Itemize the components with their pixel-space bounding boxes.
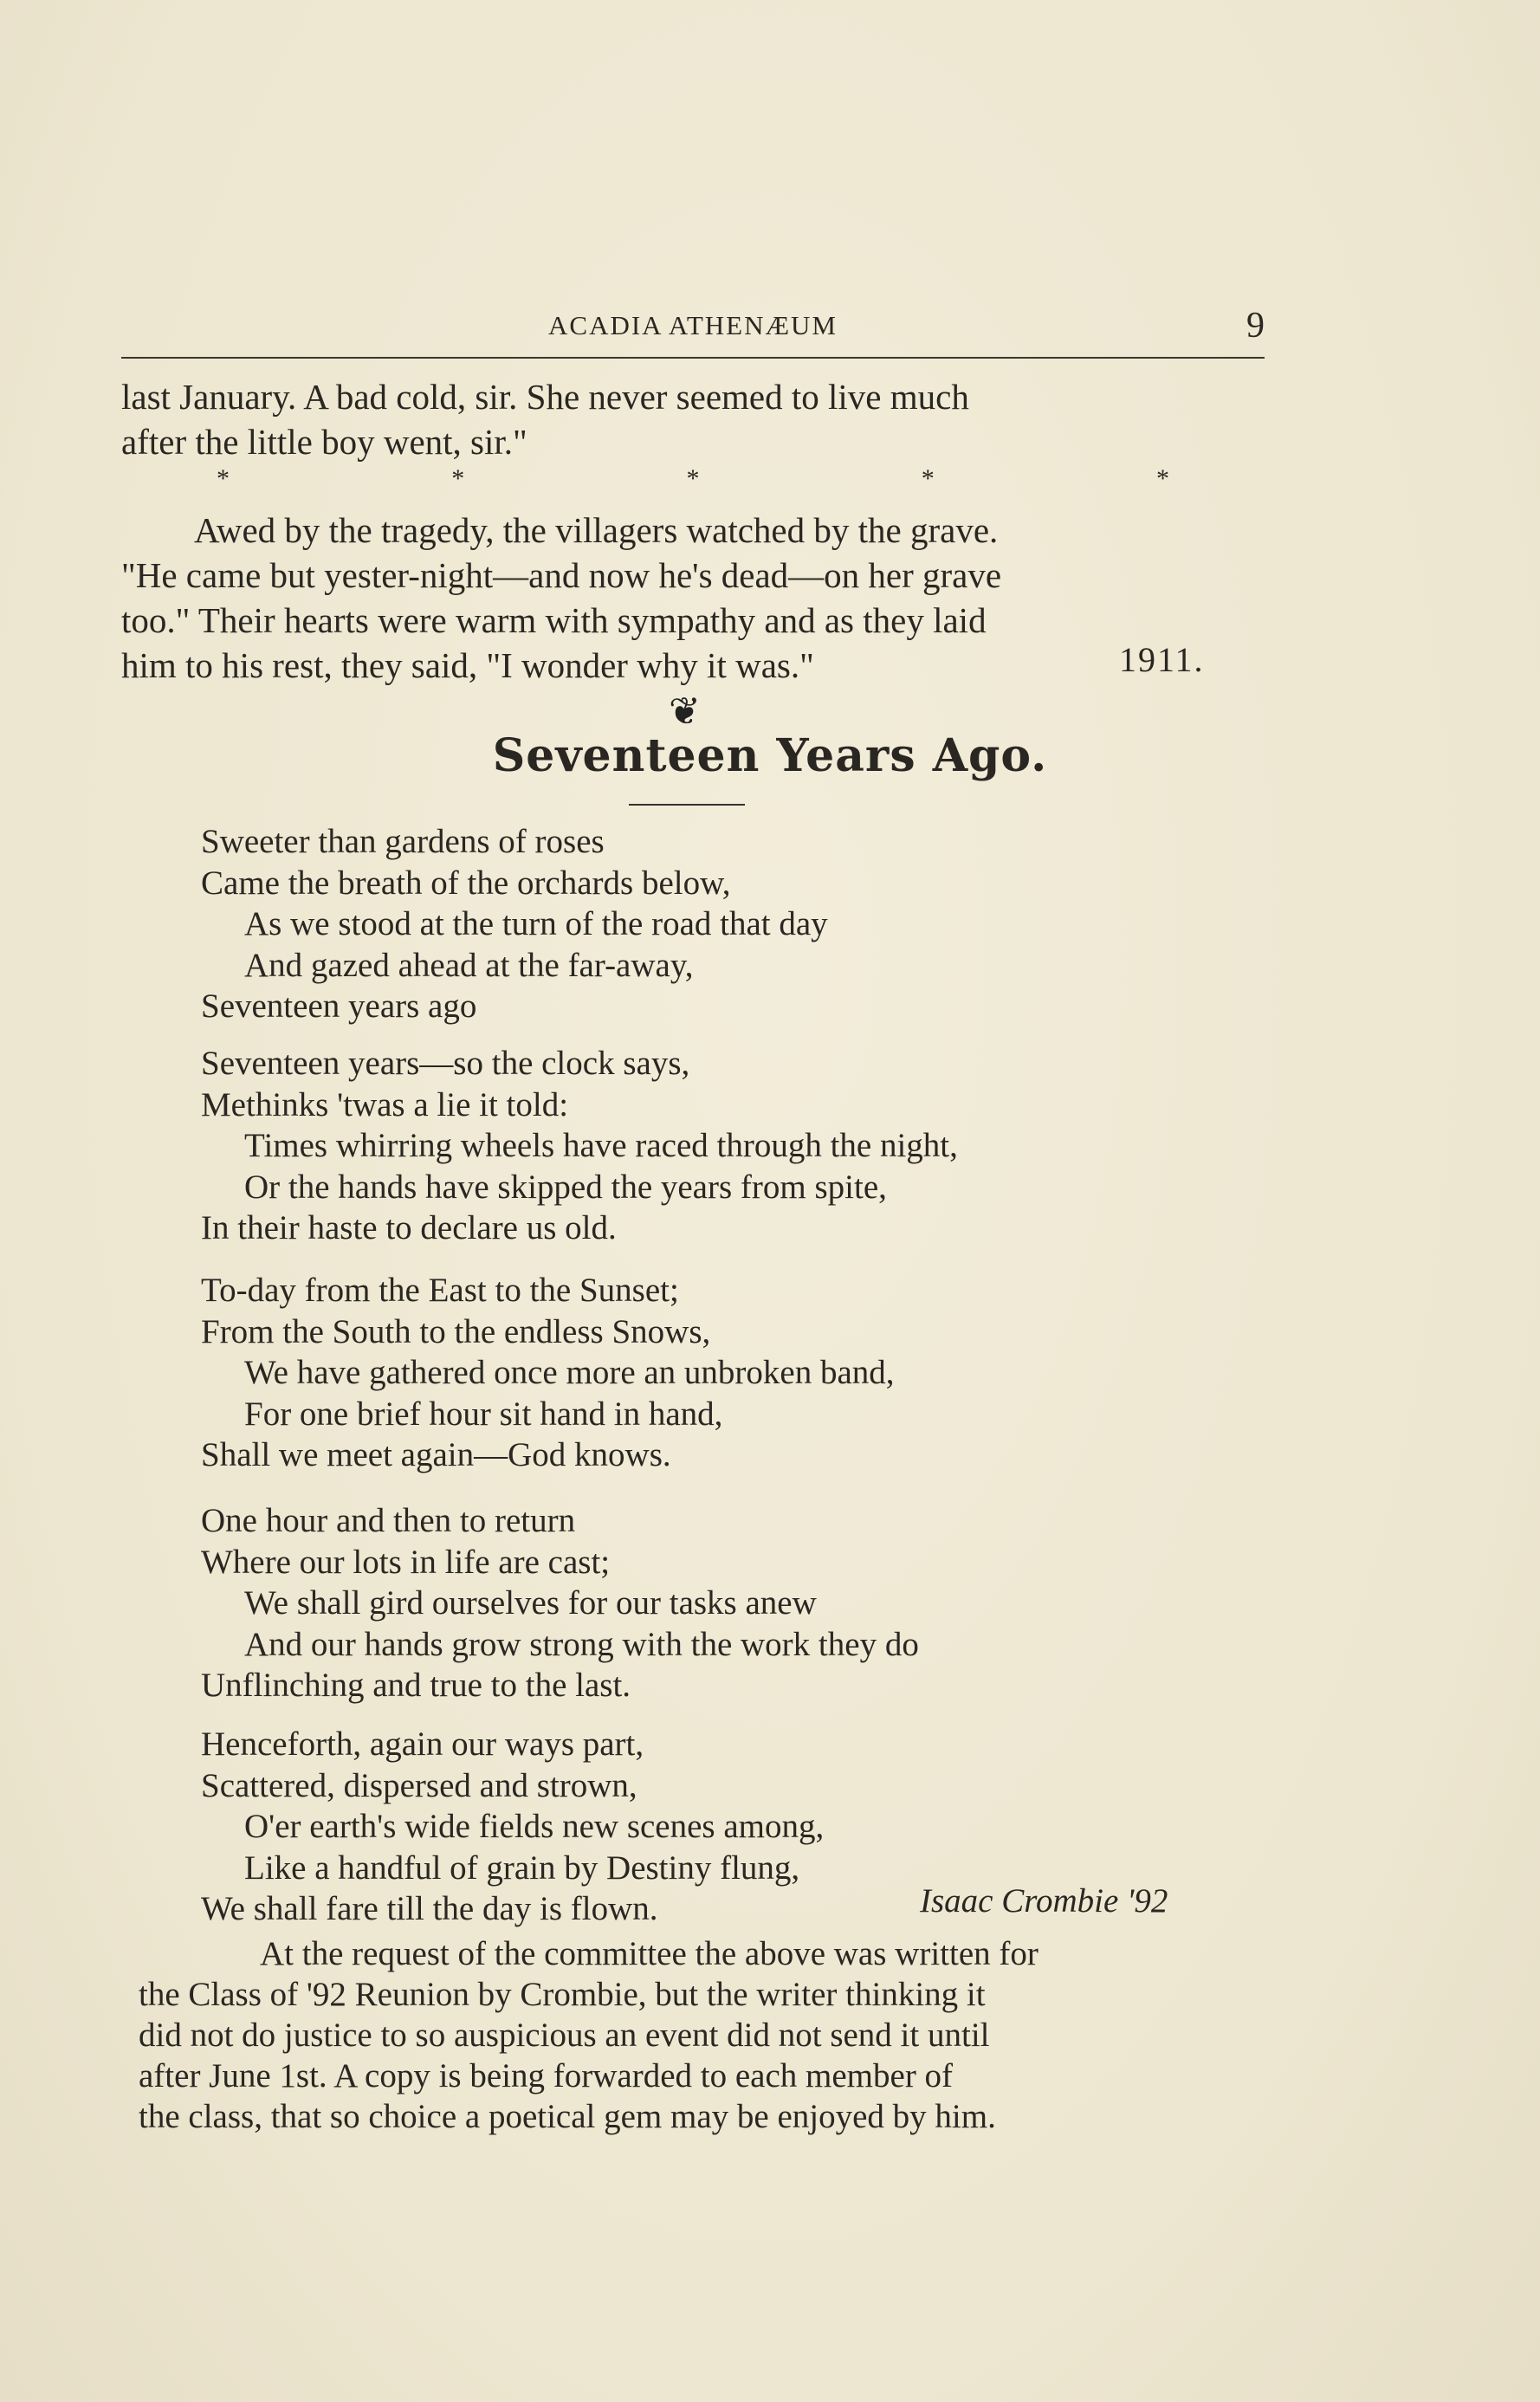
poem-title: Seventeen Years Ago.	[492, 729, 1048, 782]
story-line: last January. A bad cold, sir. She never seemed to live much	[121, 377, 969, 417]
note-line: after June 1st. A copy is being forwarded to each member of	[139, 2057, 954, 2094]
poem-stanza	[201, 821, 828, 1027]
poem-line: From the South to the endless Snows,	[201, 1312, 711, 1350]
poem-line: Methinks 'twas a lie it told:	[201, 1085, 569, 1123]
poem-line: And our hands grow strong with the work they do	[244, 1625, 919, 1663]
story-line: after the little boy went, sir."	[121, 422, 527, 462]
poem-stanza	[201, 1043, 958, 1249]
star: *	[217, 464, 230, 493]
note-line: did not do justice to so auspicious an event did not send it until	[139, 2017, 990, 2054]
star: *	[451, 464, 465, 493]
poem-stanza	[201, 1500, 919, 1706]
running-header	[121, 305, 1265, 353]
poem-line: And gazed ahead at the far-away,	[244, 946, 694, 984]
poem-line: As we stood at the turn of the road that day	[244, 905, 828, 942]
fleuron-ornament-icon: ❦	[669, 690, 701, 733]
poem-line: Seventeen years ago	[201, 987, 477, 1025]
poem-line: Or the hands have skipped the years from spite,	[244, 1168, 887, 1206]
note-line: At the request of the committee the above was written for	[260, 1935, 1039, 1972]
story-paragraph	[121, 508, 1265, 688]
poem-line: Sweeter than gardens of roses	[201, 823, 605, 860]
poem-line: For one brief hour sit hand in hand,	[244, 1395, 723, 1433]
poem-line: Like a handful of grain by Destiny flung,	[244, 1848, 800, 1887]
story-line: too." Their hearts were warm with sympathy and as they laid	[121, 600, 987, 640]
editorial-note	[139, 1933, 1280, 2137]
poem-line: One hour and then to return	[201, 1502, 576, 1539]
poem-signature: Isaac Crombie '92	[920, 1882, 1168, 1920]
poem-line: Came the breath of the orchards below,	[201, 864, 731, 902]
story-line: "He came but yester-night—and now he's dead—on her grave	[121, 555, 1002, 595]
header-rule	[121, 357, 1265, 359]
poem-line: Unflinching and true to the last.	[201, 1667, 631, 1704]
poem-line: O'er earth's wide fields new scenes among,	[244, 1808, 825, 1845]
title-rule	[629, 804, 745, 806]
poem-line: Henceforth, again our ways part,	[201, 1725, 644, 1763]
story-line: him to his rest, they said, "I wonder why it was."	[121, 645, 814, 685]
poem-line: To-day from the East to the Sunset;	[201, 1272, 679, 1309]
poem-line: In their haste to declare us old.	[201, 1209, 617, 1246]
poem-line: Shall we meet again—God knows.	[201, 1436, 671, 1473]
story-year: 1911.	[1119, 640, 1205, 679]
note-line: the class, that so choice a poetical gem may be enjoyed by him.	[139, 2098, 996, 2135]
poem-line: We shall fare till the day is flown.	[201, 1890, 658, 1927]
poem-line: Seventeen years—so the clock says,	[201, 1045, 690, 1082]
section-break-stars	[217, 464, 1169, 494]
poem-line: Where our lots in life are cast;	[201, 1543, 611, 1581]
poem-stanza	[201, 1724, 824, 1930]
star: *	[686, 464, 700, 493]
poem-stanza	[201, 1270, 895, 1476]
note-line: the Class of '92 Reunion by Crombie, but the writer thinking it	[139, 1976, 986, 2013]
page-number: 9	[1246, 306, 1265, 346]
journal-title: ACADIA ATHENÆUM	[548, 310, 838, 340]
poem-line: Scattered, dispersed and strown,	[201, 1766, 637, 1804]
star: *	[1156, 464, 1169, 493]
story-continuation	[121, 374, 1265, 464]
poem-line: Times whirring wheels have raced through the night,	[244, 1127, 958, 1164]
poem-line: We shall gird ourselves for our tasks anew	[244, 1584, 817, 1622]
poem-line: We have gathered once more an unbroken band,	[244, 1354, 895, 1391]
star: *	[921, 464, 935, 493]
story-line: Awed by the tragedy, the villagers watched by the grave.	[194, 510, 999, 550]
